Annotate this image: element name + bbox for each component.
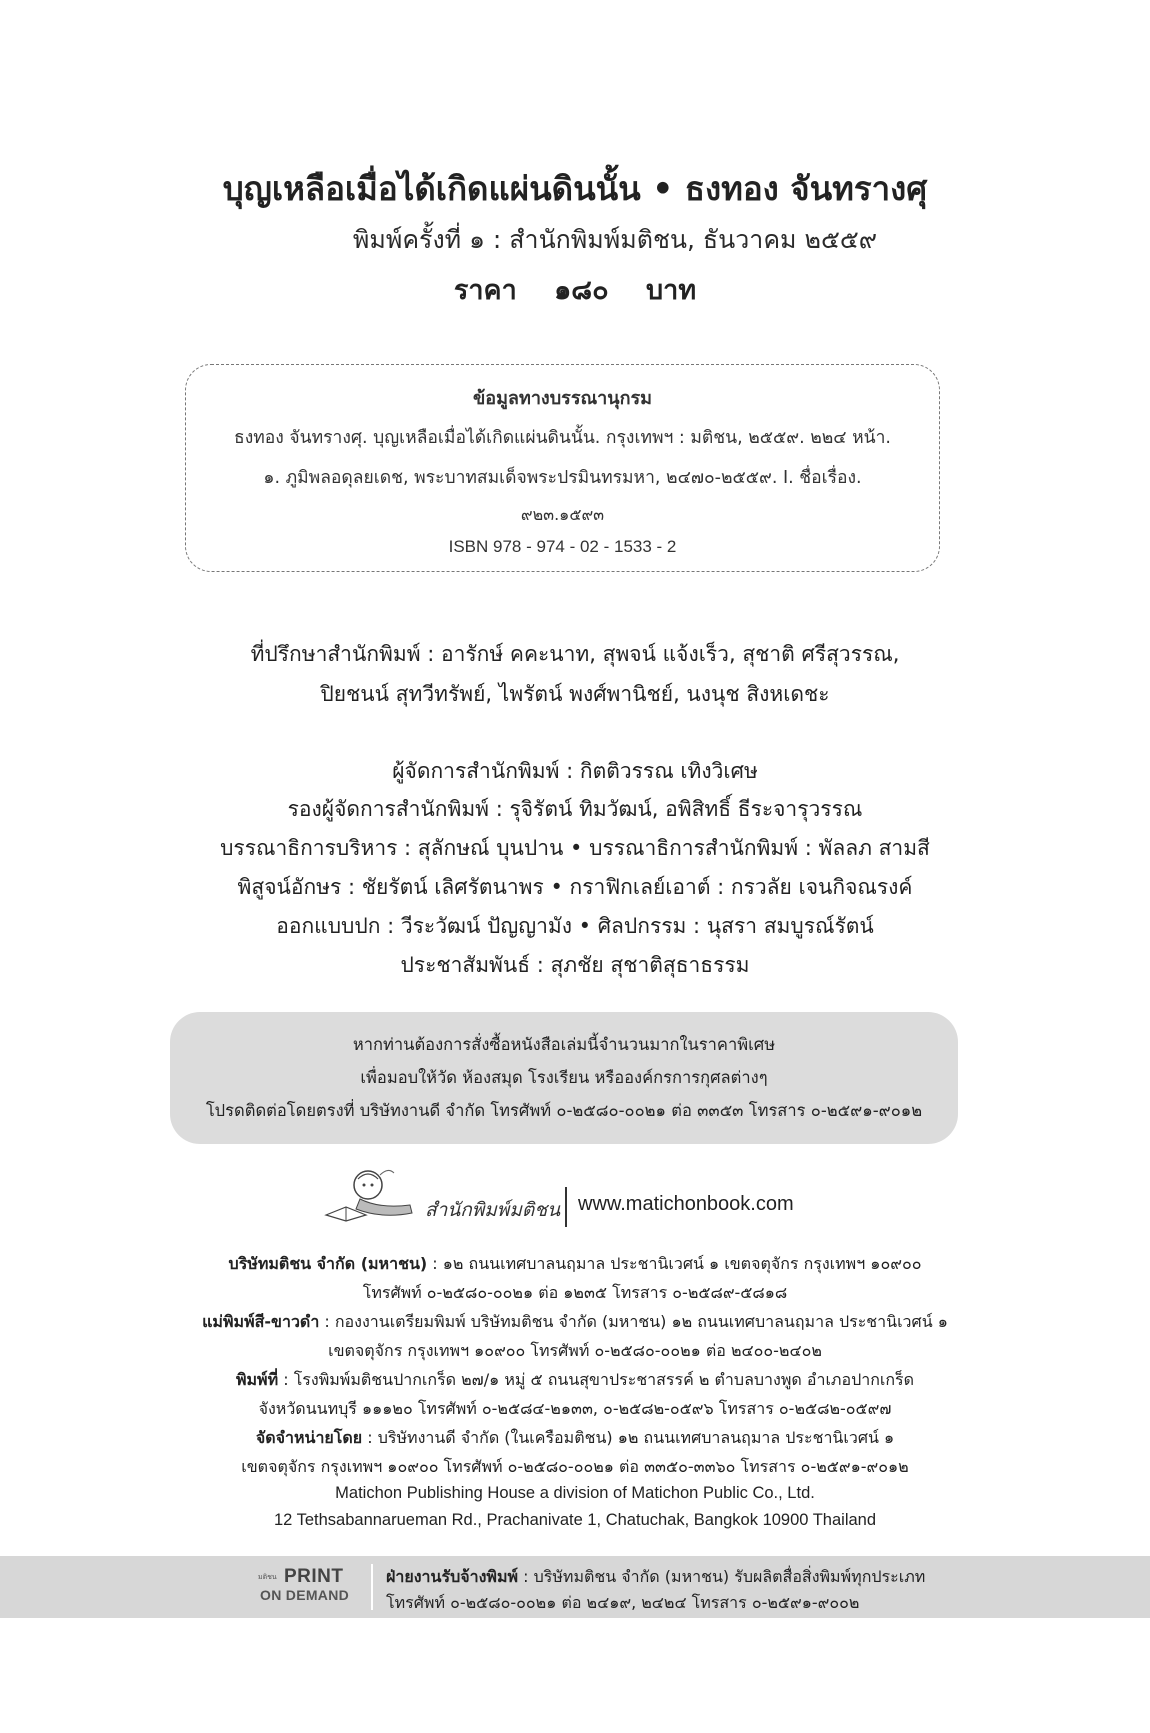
price-line: [0, 268, 1150, 311]
staff-line: พิสูจน์อักษร : ชัยรัตน์ เลิศรัตนาพร • กราฟิกเลย์เอาต์ : กรวลัย เจนกิจณรงค์: [237, 875, 913, 899]
pod-line: ฝ่ายงานรับจ้างพิมพ์ : บริษัทมติชน จำกัด (มหาชน) รับผลิตสื่อสิ่งพิมพ์ทุกประเภท: [386, 1567, 926, 1586]
price-label: ราคา: [453, 275, 517, 306]
isbn: ISBN 978 - 974 - 02 - 1533 - 2: [448, 537, 677, 556]
staff-line: บรรณาธิการบริหาร : สุลักษณ์ บุนปาน • บรรณาธิการสำนักพิมพ์ : พัลลภ สามสี: [220, 836, 930, 860]
publisher-logo-row: [320, 1165, 840, 1235]
publisher-line: โทรศัพท์ ๐-๒๕๘๐-๐๐๒๑ ต่อ ๑๒๓๕ โทรสาร ๐-๒๕๘๙-๕๘๑๘: [362, 1283, 788, 1302]
staff-line: ออกแบบปก : วีระวัฒน์ ปัญญามัง • ศิลปกรรม : นุสรา สมบูรณ์รัตน์: [276, 914, 874, 938]
cataloging-line: ๑. ภูมิพลอดุลยเดช, พระบาทสมเด็จพระปรมินทรมหา, ๒๔๗๐-๒๕๕๙. I. ชื่อเรื่อง.: [263, 468, 862, 488]
price-unit: บาท: [646, 275, 697, 306]
print-on-demand-logo: [258, 1566, 368, 1610]
advisors-line: ที่ปรึกษาสำนักพิมพ์ : อารักษ์ คคะนาท, สุพจน์ แจ้งเร็ว, สุชาติ ศรีสุวรรณ,: [250, 642, 900, 666]
publisher-line: จัดจำหน่ายโดย : บริษัทงานดี จำกัด (ในเครือมติชน) ๑๒ ถนนเทศบาลนฤมาล ประชานิเวศน์ ๑: [255, 1428, 895, 1447]
order-line: หากท่านต้องการสั่งซื้อหนังสือเล่มนี้จำนวนมากในราคาพิเศษ: [352, 1035, 776, 1054]
order-line: โปรดติดต่อโดยตรงที่ บริษัทงานดี จำกัด โทรศัพท์ ๐-๒๕๘๐-๐๐๒๑ ต่อ ๓๓๕๓ โทรสาร ๐-๒๕๙๑-๙๐๑๒: [205, 1101, 923, 1120]
book-title: บุญเหลือเมื่อได้เกิดแผ่นดินนั้น • ธงทอง จันทรางศุ: [222, 169, 928, 208]
publisher-line: แม่พิมพ์สี-ขาวดำ : กองงานเตรียมพิมพ์ บริษัทมติชน จำกัด (มหาชน) ๑๒ ถนนเทศบาลนฤมาล ประชานิเวศน์ ๑: [202, 1312, 948, 1331]
price-value: ๑๘๐: [554, 275, 609, 306]
publisher-line: บริษัทมติชน จำกัด (มหาชน) : ๑๒ ถนนเทศบาลนฤมาล ประชานิเวศน์ ๑ เขตจตุจักร กรุงเทพฯ ๑๐๙๐๐: [228, 1254, 922, 1273]
publisher-line: เขตจตุจักร กรุงเทพฯ ๑๐๙๐๐ โทรศัพท์ ๐-๒๕๘๐-๐๐๒๑ ต่อ ๓๓๕๐-๓๓๖๐ โทรสาร ๐-๒๕๙๑-๙๐๑๒: [241, 1457, 909, 1476]
advisors-line: ปิยชนน์ สุทวีทรัพย์, ไพรัตน์ พงศ์พานิชย์, นงนุช สิงหเดชะ: [320, 682, 830, 706]
pod-print-text: PRINT: [284, 1566, 344, 1587]
publisher-english-line: 12 Tethsabannarueman Rd., Prachanivate 1, Chatuchak, Bangkok 10900 Thailand: [273, 1511, 877, 1529]
edition-line: พิมพ์ครั้งที่ ๑ : สำนักพิมพ์มติชน, ธันวาคม ๒๕๕๙: [352, 225, 878, 254]
classification-number: ๙๒๓.๑๕๙๓: [520, 505, 605, 524]
print-on-demand-bar: [0, 1556, 1150, 1618]
logo-divider: [565, 1187, 567, 1227]
pod-line: โทรศัพท์ ๐-๒๕๘๐-๐๐๒๑ ต่อ ๒๔๑๙, ๒๔๒๔ โทรสาร ๐-๒๕๙๑-๙๐๐๒: [386, 1593, 860, 1612]
cataloging-heading: ข้อมูลทางบรรณานุกรม: [472, 388, 653, 409]
publisher-line: พิมพ์ที่ : โรงพิมพ์มติชนปากเกร็ด ๒๗/๑ หมู่ ๕ ถนนสุขาประชาสรรค์ ๒ ตำบลบางพูด อำเภอปากเกร็ด: [235, 1370, 915, 1389]
reading-boy-icon: [320, 1165, 420, 1235]
publisher-line: เขตจตุจักร กรุงเทพฯ ๑๐๙๐๐ โทรศัพท์ ๐-๒๕๘๐-๐๐๒๑ ต่อ ๒๔๐๐-๒๔๐๒: [328, 1341, 822, 1360]
staff-line: รองผู้จัดการสำนักพิมพ์ : รุจิรัตน์ ทิมวัฒน์, อพิสิทธิ์ ธีระจารุวรรณ: [287, 797, 863, 821]
publisher-english-line: Matichon Publishing House a division of Matichon Public Co., Ltd.: [335, 1484, 815, 1502]
pod-small-logo: มติชน: [258, 1574, 277, 1581]
staff-line: ประชาสัมพันธ์ : สุภชัย สุชาติสุธาธรรม: [400, 953, 750, 977]
cataloging-line: ธงทอง จันทรางศุ. บุญเหลือเมื่อได้เกิดแผ่นดินนั้น. กรุงเทพฯ : มติชน, ๒๕๕๙. ๒๒๔ หน้า.: [234, 428, 891, 448]
pod-ondemand-text: ON DEMAND: [260, 1587, 350, 1603]
publisher-script-logo: สำนักพิมพ์มติชน: [425, 1199, 561, 1221]
pod-divider: [371, 1564, 373, 1610]
website-url[interactable]: www.matichonbook.com: [578, 1193, 794, 1215]
staff-line: ผู้จัดการสำนักพิมพ์ : กิตติวรรณ เทิงวิเศษ: [392, 759, 758, 783]
bulk-order-box: [170, 1012, 958, 1144]
cataloging-box: [185, 364, 940, 572]
order-line: เพื่อมอบให้วัด ห้องสมุด โรงเรียน หรือองค์กรการกุศลต่างๆ: [360, 1068, 768, 1087]
publisher-line: จังหวัดนนทบุรี ๑๑๑๒๐ โทรศัพท์ ๐-๒๕๘๔-๒๑๓๓, ๐-๒๕๘๒-๐๕๙๖ โทรสาร ๐-๒๕๘๒-๐๕๙๗: [258, 1399, 892, 1418]
